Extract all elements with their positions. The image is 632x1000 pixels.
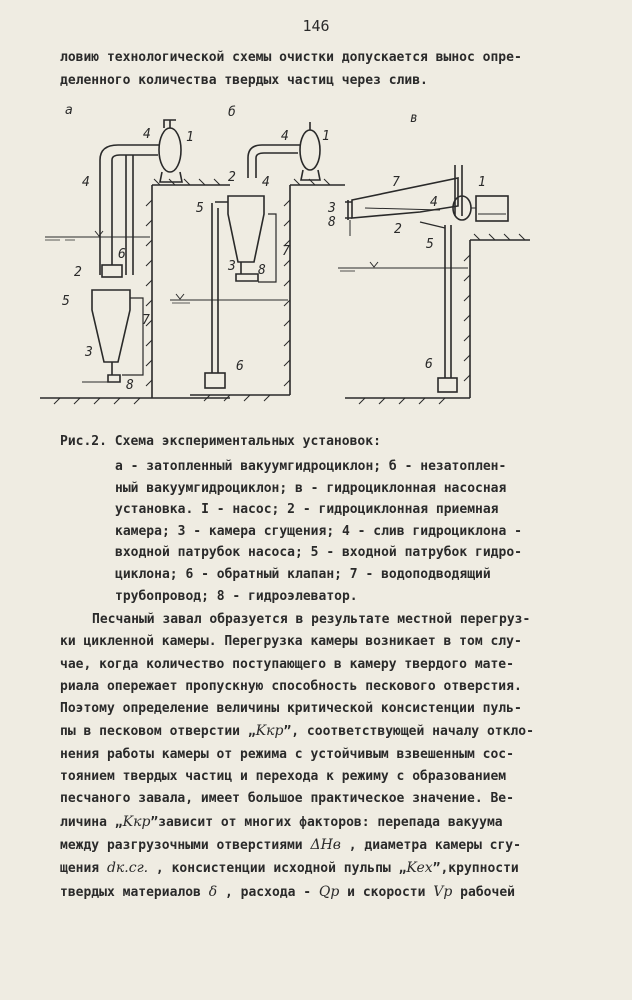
caption-line: входной патрубок насоса; 5 - входной патрубок гидро- — [115, 545, 522, 561]
caption-line: трубопровод; 8 - гидроэлеватор. — [115, 588, 358, 604]
intro-line: деленного количества твердых частиц через слив. — [60, 73, 428, 88]
callout-6: 6 — [236, 359, 244, 374]
para-line: Поэтому определение величины критической консистенции пуль- — [60, 701, 522, 717]
scheme-a — [40, 120, 230, 404]
callout-4: 4 — [82, 175, 90, 190]
caption-line: установка. I - насос; 2 - гидроциклонная приемная — [115, 502, 499, 518]
caption-line: циклона; 6 - обратный клапан; 7 - водоподводящий — [115, 566, 491, 582]
callout-2: 2 — [74, 265, 82, 280]
para-line: пы в песковом отверстии „Kкр”, соответствующей началу откло- — [60, 723, 534, 740]
scheme-b — [170, 122, 345, 401]
para-line: между разгрузочными отверстиями ΔHв , диаметра камеры сгу- — [60, 836, 521, 853]
callout-4: 4 — [143, 127, 151, 142]
callout-8: 8 — [328, 215, 336, 230]
callout-2: 2 — [394, 222, 402, 237]
callout-3: 3 — [85, 345, 93, 360]
panel-label-a: а — [65, 103, 73, 118]
para-line: Песчаный завал образуется в результате местной перегруз- — [92, 612, 531, 627]
intro-paragraph — [60, 46, 560, 92]
callout-5: 5 — [426, 237, 434, 252]
callout-4: 4 — [281, 129, 289, 144]
panel-label-b: б — [228, 105, 236, 120]
para-line: нения работы камеры от режима с устойчивым взвешенным сос- — [60, 746, 514, 762]
para-line: риала опережает пропускную способность пескового отверстия. — [60, 678, 522, 694]
callout-1: 1 — [478, 175, 486, 190]
callout-4: 4 — [262, 175, 270, 190]
symbol-delta: δ — [208, 883, 218, 900]
page-number: 146 — [302, 17, 330, 35]
body-paragraph — [60, 609, 560, 904]
callout-3: 3 — [328, 201, 336, 216]
para-line: песчаного завала, имеет большое практическое значение. Ве- — [60, 791, 514, 807]
symbol-d-ksg: dк.сг. — [106, 860, 149, 877]
callout-4: 4 — [430, 195, 438, 210]
callout-8: 8 — [126, 378, 134, 393]
callout-2: 2 — [228, 170, 236, 185]
figure-caption-title: Рис.2. Схема экспериментальных установок: — [60, 434, 381, 449]
symbol-v: Vр — [433, 883, 453, 900]
figure-caption-body — [115, 456, 555, 607]
para-line: личина „Kкр”зависит от многих факторов: перепада вакуума — [60, 813, 503, 830]
para-line: щения dк.сг. , консистенции исходной пульпы „Kex”,крупности — [60, 860, 519, 877]
symbol-q: Qр — [318, 883, 340, 900]
callout-7: 7 — [282, 244, 290, 259]
callout-7: 7 — [392, 175, 400, 190]
symbol-k-ex: Kex — [406, 860, 433, 877]
caption-line: камера; 3 - камера сгущения; 4 - слив гидроциклона - — [115, 523, 522, 539]
callout-7: 7 — [142, 313, 150, 328]
caption-line: ный вакуумгидроциклон; в - гидроциклонная насосная — [115, 480, 507, 496]
callout-3: 3 — [228, 259, 236, 274]
callout-6: 6 — [118, 247, 126, 262]
para-line: тоянием твердых частиц и перехода к режиму с образованием — [60, 769, 507, 785]
caption-line: а - затопленный вакуумгидроциклон; б - незатоплен- — [115, 459, 507, 474]
symbol-k-kr: Kкр — [255, 723, 284, 740]
panel-label-c: в — [410, 111, 418, 126]
callout-1: 1 — [186, 130, 194, 145]
symbol-delta-h: ΔHв — [310, 836, 341, 853]
symbol-k-kr: Kкр — [122, 813, 151, 830]
para-line: ки цикленной камеры. Перегрузка камеры возникает в том слу- — [60, 634, 522, 650]
intro-line: ловию технологической схемы очистки допускается вынос опре- — [60, 50, 522, 65]
para-line: чае, когда количество поступающего в камеру твердого мате- — [60, 656, 514, 672]
para-line: твердых материалов δ , расхода - Qр и скорости Vр рабочей — [60, 883, 515, 900]
callout-5: 5 — [62, 294, 70, 309]
figure-schemes — [0, 95, 632, 415]
callout-5: 5 — [196, 201, 204, 216]
callout-6: 6 — [425, 357, 433, 372]
callout-1: 1 — [322, 129, 330, 144]
callout-8: 8 — [258, 263, 266, 278]
